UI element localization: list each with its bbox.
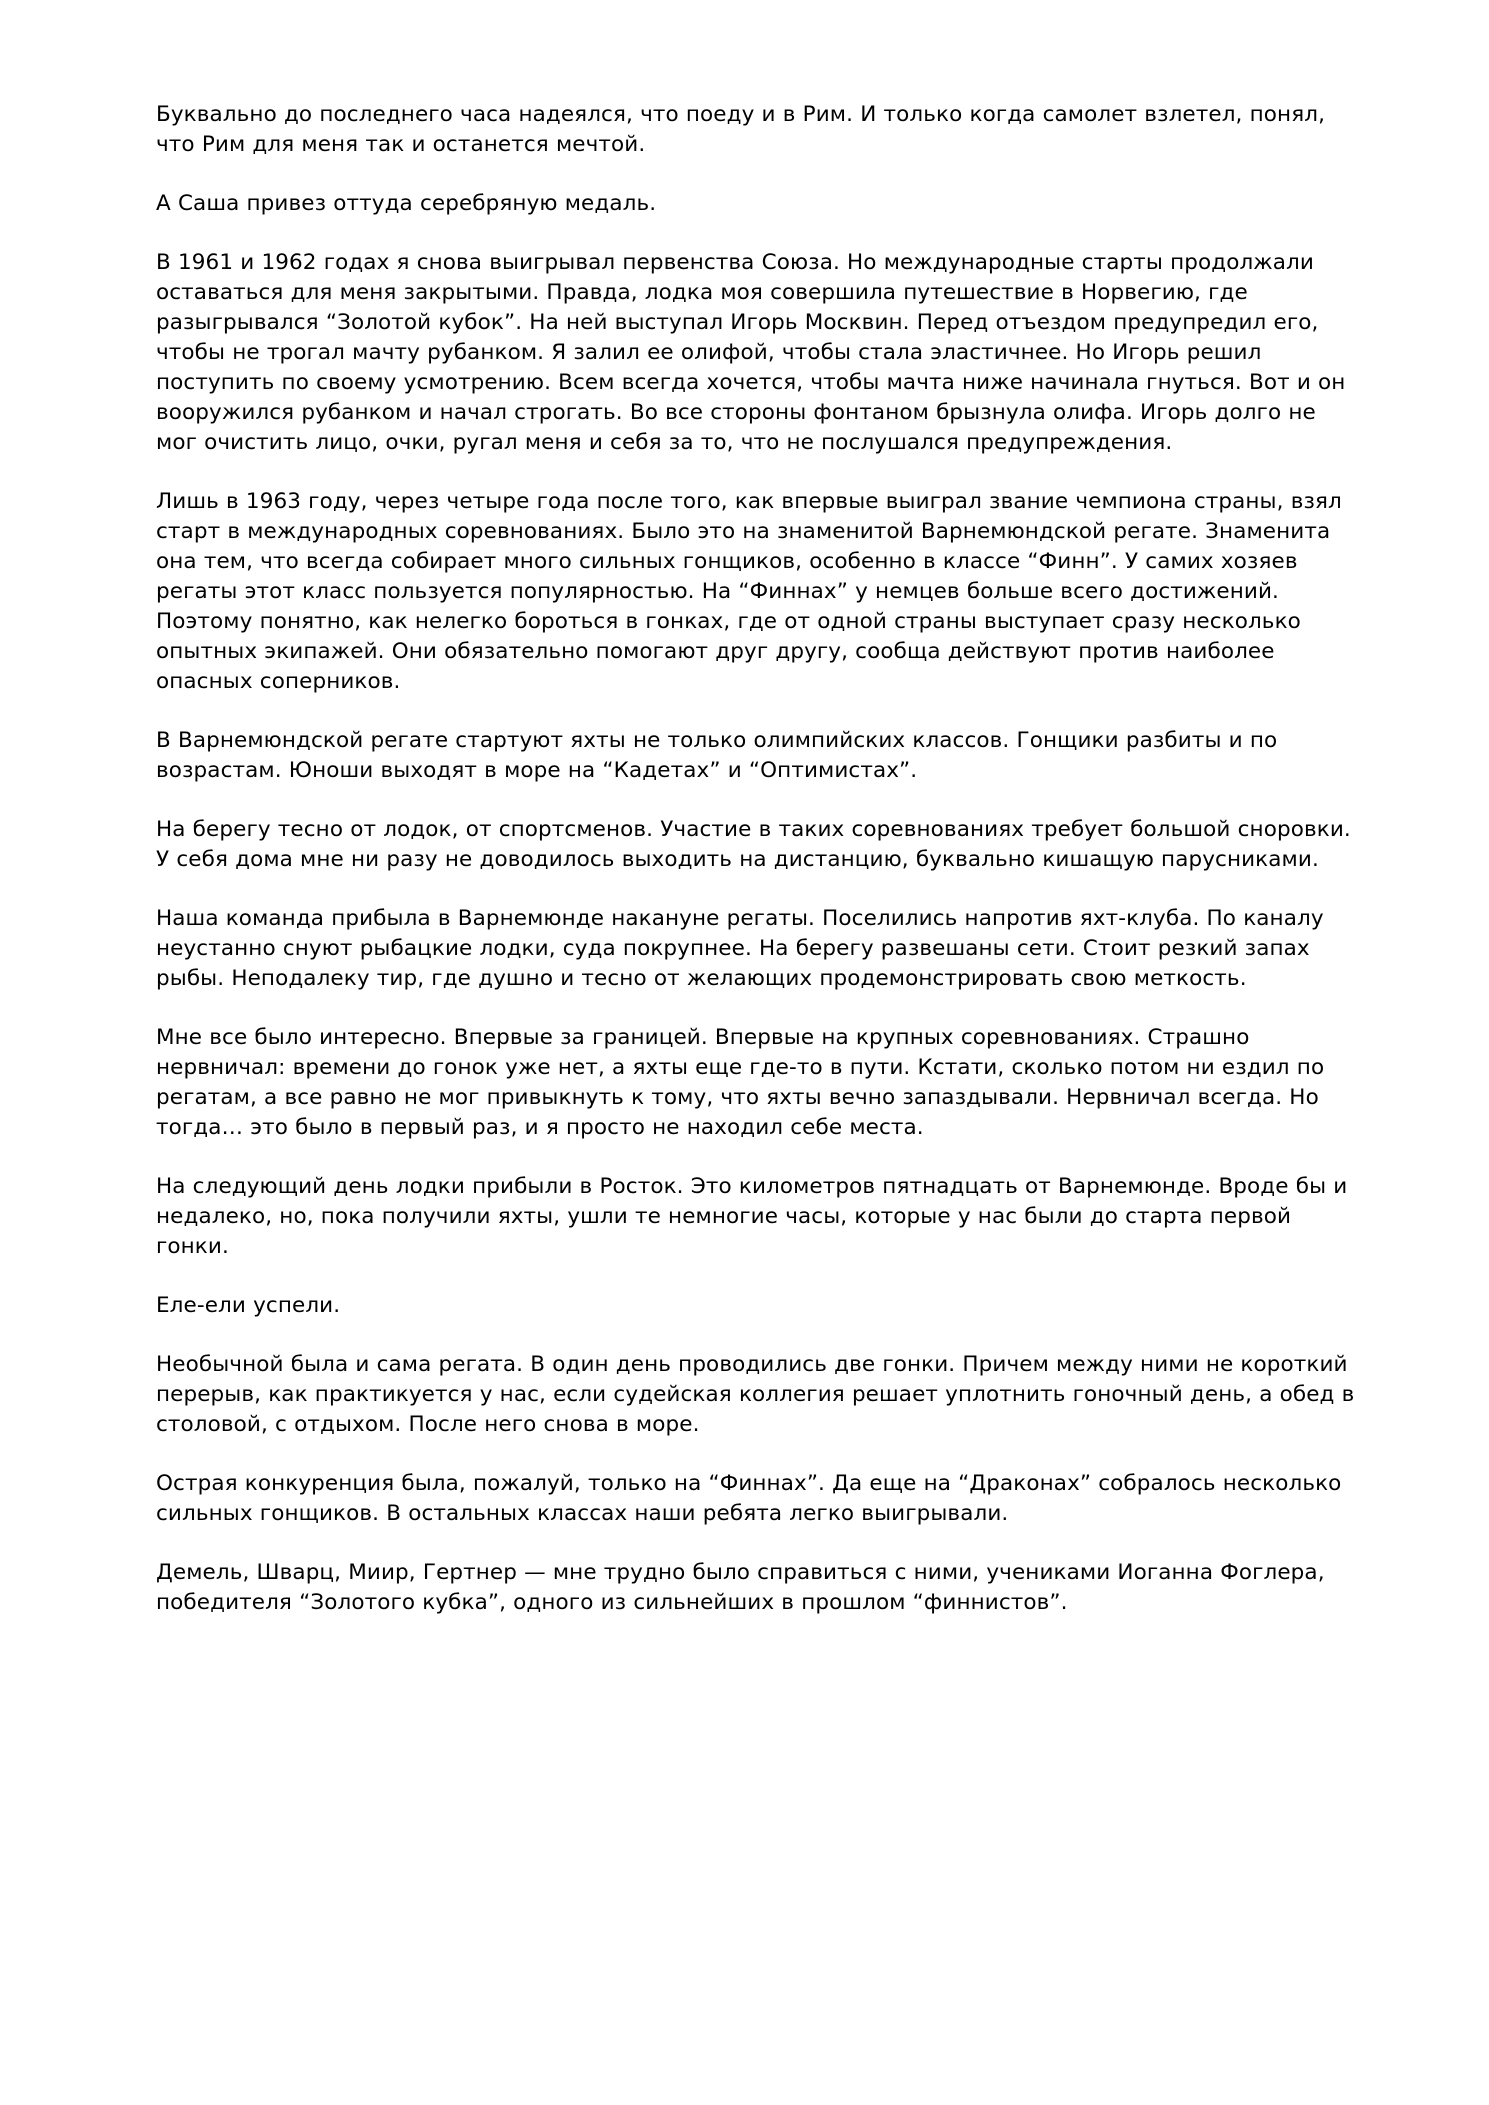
paragraph: А Саша привез оттуда серебряную медаль. — [156, 191, 657, 216]
document-text-column — [156, 100, 1362, 1618]
paragraph: Наша команда прибыла в Варнемюнде накануне регаты. Поселились напротив яхт-клуба. По каналу неустанно снуют рыбацкие лодки, суда покрупнее. На берегу развешаны сети. Стоит резкий запах рыбы. Неподалеку тир, где душно и тесно от желающих продемонстрировать свою меткость. — [156, 906, 1331, 991]
paragraph: Острая конкуренция была, пожалуй, только на “Финнах”. Да еще на “Драконах” собралось несколько сильных гонщиков. В остальных классах наши ребята легко выигрывали. — [156, 1471, 1349, 1526]
paragraph: Еле-ели успели. — [156, 1293, 341, 1318]
paragraph: На берегу тесно от лодок, от спортсменов. Участие в таких соревнованиях требует большой сноровки. У себя дома мне ни разу не доводилось выходить на дистанцию, буквально кишащую парусниками. — [156, 817, 1358, 872]
paragraph: В 1961 и 1962 годах я снова выигрывал первенства Союза. Но международные старты продолжали оставаться для меня закрытыми. Правда, лодка моя совершила путешествие в Норвегию, где разыгрывался “Золотой кубок”. На ней выступал Игорь Москвин. Перед отъездом предупредил его, чтобы не трогал мачту рубанком. Я залил ее олифой, чтобы стала эластичнее. Но Игорь решил поступить по своему усмотрению. Всем всегда хочется, чтобы мачта ниже начинала гнуться. Вот и он вооружился рубанком и начал строгать. Во все стороны фонтаном брызнула олифа. Игорь долго не мог очистить лицо, очки, ругал меня и себя за то, что не послушался предупреждения. — [156, 250, 1353, 455]
paragraph: Буквально до последнего часа надеялся, что поеду и в Рим. И только когда самолет взлетел, понял, что Рим для меня так и останется мечтой. — [156, 102, 1333, 157]
paragraph: Необычной была и сама регата. В один день проводились две гонки. Причем между ними не короткий перерыв, как практикуется у нас, если судейская коллегия решает уплотнить гоночный день, а обед в столовой, с отдыхом. После него снова в море. — [156, 1352, 1362, 1437]
paragraph: Демель, Шварц, Миир, Гертнер — мне трудно было справиться с ними, учениками Иоганна Фоглера, победителя “Золотого кубка”, одного из сильнейших в прошлом “финнистов”. — [156, 1560, 1332, 1615]
paragraph: В Варнемюндской регате стартуют яхты не только олимпийских классов. Гонщики разбиты и по возрастам. Юноши выходят в море на “Кадетах” и “Оптимистах”. — [156, 728, 1285, 783]
paragraph: На следующий день лодки прибыли в Росток. Это километров пятнадцать от Варнемюнде. Вроде бы и недалеко, но, пока получили яхты, ушли те немногие часы, которые у нас были до старта первой гонки. — [156, 1174, 1355, 1259]
paragraph: Лишь в 1963 году, через четыре года после того, как впервые выиграл звание чемпиона страны, взял старт в международных соревнованиях. Было это на знаменитой Варнемюндской регате. Знаменита она тем, что всегда собирает много сильных гонщиков, особенно в классе “Финн”. У самих хозяев регаты этот класс пользуется популярностью. На “Финнах” у немцев больше всего достижений. Поэтому понятно, как нелегко бороться в гонках, где от одной страны выступает сразу несколько опытных экипажей. Они обязательно помогают друг другу, сообща действуют против наиболее опасных соперников. — [156, 489, 1350, 694]
paragraph: Мне все было интересно. Впервые за границей. Впервые на крупных соревнованиях. Страшно нервничал: времени до гонок уже нет, а яхты еще где-то в пути. Кстати, сколько потом ни ездил по регатам, а все равно не мог привыкнуть к тому, что яхты вечно запаздывали. Нервничал всегда. Но тогда… это было в первый раз, и я просто не находил себе места. — [156, 1025, 1332, 1140]
